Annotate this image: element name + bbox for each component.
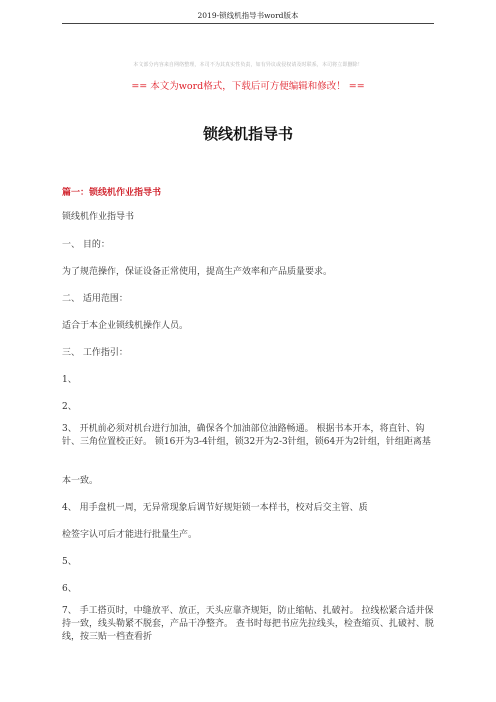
item-3: 3、 开机前必须对机台进行加油，确保各个加油部位油路畅通。 根据书本开本，将直针、钩针、三角位置校正好。 锁16开为3-4针组，锁32开为2-3针组，锁64开为2针组，针组距离基 <box>62 424 431 447</box>
document-title: 锁线机指导书 <box>202 125 293 143</box>
item-7: 7、 手工搭页时，中缝放平、放正，天头应靠齐规矩，防止缩帖、扎破衬。 拉线松紧合适并保持一致，线头勒紧不脱套，产品干净整齐。 查书时每把书应先拉线头，检查缩页、扎破衬、脱线，按三贴一档查看折 <box>62 606 434 642</box>
item-1: 1、 <box>62 375 77 385</box>
item-4-continued: 检签字认可后才能进行批量生产。 <box>62 530 198 540</box>
header-divider <box>62 23 434 24</box>
editable-notice: == 本文为word格式，下载后可方便编辑和修改！ == <box>131 81 365 92</box>
guide-heading: 三、 工作指引： <box>62 348 128 358</box>
item-5: 5、 <box>62 557 77 567</box>
item-2: 2、 <box>62 402 77 412</box>
purpose-text: 为了规范操作，保证设备正常使用，提高生产效率和产品质量要求。 <box>62 267 333 277</box>
purpose-heading: 一、 目的： <box>62 240 110 250</box>
scope-heading: 二、 适用范围： <box>62 294 128 304</box>
section-heading: 篇一：锁线机作业指导书 <box>62 188 162 198</box>
item-3-continued: 本一致。 <box>62 476 99 486</box>
disclaimer-text: 本文部分内容来自网络整理，本司不为其真实性负责，如有异议或侵权请及时联系，本司将立即删除！ <box>133 62 363 68</box>
item-4: 4、 用手盘机一周，无异常现象后调节好规矩锁一本样书，校对后交主管、质 <box>62 503 368 513</box>
page-header: 2019-锁线机指导书word版本 <box>197 11 299 20</box>
item-6: 6、 <box>62 584 77 594</box>
scope-text: 适合于本企业锁线机操作人员。 <box>62 321 189 331</box>
subtitle-line: 锁线机作业指导书 <box>62 212 135 222</box>
